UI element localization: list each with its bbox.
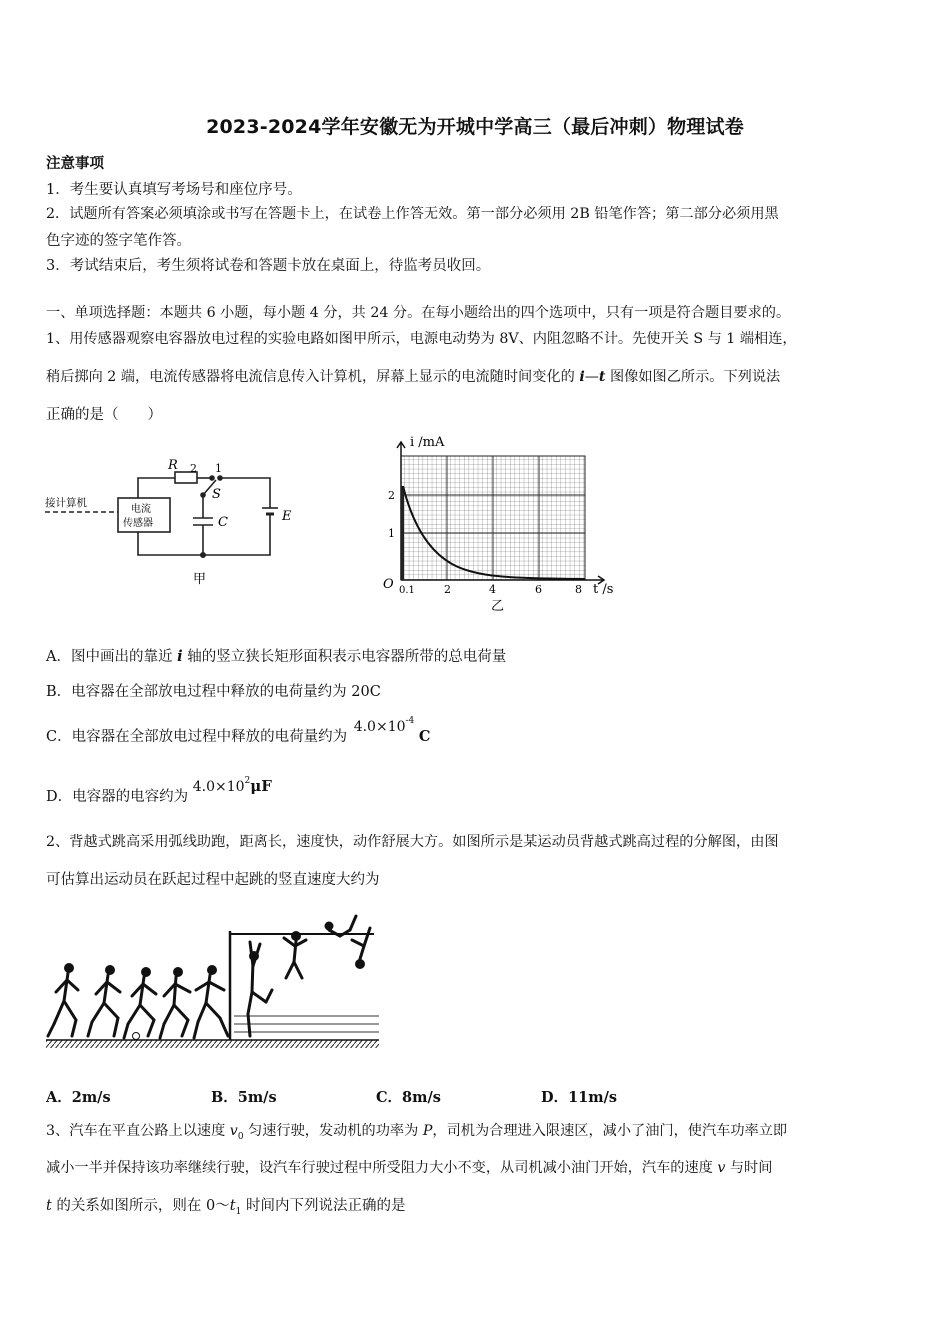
q2-option-d: D．11m/s [541, 1089, 618, 1106]
q1-option-c: C．电容器在全部放电过程中释放的电荷量约为 $4.0\times 10^{-4}$ C [46, 716, 431, 745]
circuit-diagram [40, 450, 310, 600]
x-tick-2: 2 [444, 583, 451, 596]
q1-line-3: 正确的是（ ） [46, 407, 162, 423]
current-time-graph [372, 432, 632, 622]
notice-item-3: 3．考试结束后，考生须将试卷和答题卡放在桌面上，待监考员收回。 [46, 258, 491, 274]
circuit-caption: 甲 [193, 572, 207, 587]
graph-caption: 乙 [491, 599, 505, 614]
terminal-2-label: 2 [190, 462, 197, 475]
notice-item-2-line-1: 2．试题所有答案必须填涂或书写在答题卡上，在试卷上作答无效。第一部分必须用 2B 铅笔作答；第二部分必须用黑 [46, 206, 779, 222]
y-tick-2: 2 [388, 489, 395, 502]
computer-label: 接计算机 [45, 497, 87, 509]
sensor-label-1: 电流 [131, 504, 151, 515]
high-jump-illustration [44, 906, 384, 1054]
section-heading: 一、单项选择题：本题共 6 小题，每小题 4 分，共 24 分。在每小题给出的四个选项中，只有一项是符合题目要求的。 [46, 305, 791, 321]
q2-line-2: 可估算出运动员在跃起过程中起跳的竖直速度大约为 [46, 872, 380, 888]
q1-line-1: 1、用传感器观察电容器放电过程的实验电路如图甲所示，电源电动势为 8V、内阻忽略不计。先使开关 S 与 1 端相连， [46, 331, 797, 347]
exam-title: 2023-2024学年安徽无为开城中学高三（最后冲刺）物理试卷 [206, 116, 744, 138]
x-tick-0-1: 0.1 [399, 585, 415, 596]
x-tick-6: 6 [535, 583, 542, 596]
x-tick-8: 8 [575, 583, 582, 596]
q1-line-2: 稍后掷向 2 端，电流传感器将电流信息传入计算机，屏幕上显示的电流随时间变化的 i—t 图像如图乙所示。下列说法 [46, 369, 781, 385]
notice-item-2-line-2: 色字迹的签字笔作答。 [46, 233, 191, 249]
x-axis-label: t /s [593, 582, 614, 597]
ground [46, 1040, 379, 1048]
switch-label: S [212, 487, 221, 502]
q2-option-b: B．5m/s [211, 1089, 277, 1106]
notice-item-1: 1．考生要认真填写考场号和座位序号。 [46, 182, 302, 198]
terminal-1-label: 1 [215, 462, 222, 475]
y-axis-label: i /mA [410, 435, 445, 450]
q1-option-b: B．电容器在全部放电过程中释放的电荷量约为 20C [46, 684, 381, 700]
q1-option-d: D．电容器的电容约为 $4.0\times 10^2\mu F$ [46, 776, 272, 805]
source-label: E [282, 509, 292, 524]
q3-line-3: t 的关系如图所示，则在 $0\sim t_1$ 时间内下列说法正确的是 [46, 1198, 406, 1217]
q2-option-a: A．2m/s [46, 1089, 111, 1106]
narrow-rectangle [401, 486, 404, 580]
sensor-label-2: 传感器 [123, 518, 153, 529]
terminal-2 [210, 476, 214, 480]
x-tick-4: 4 [489, 583, 496, 596]
resistor-label: R [168, 458, 178, 473]
q3-line-2: 减小一半并保持该功率继续行驶，设汽车行驶过程中所受阻力大小不变，从司机减小油门开始，汽车的速度 v 与时间 [46, 1160, 773, 1176]
q2-option-c: C．8m/s [376, 1089, 441, 1106]
capacitor-label: C [218, 515, 228, 530]
q3-line-1: 3、汽车在平直公路上以速度 $v_0$ 匀速行驶，发动机的功率为 P，司机为合理进入限速区，减小了油门，使汽车功率立即 [46, 1123, 788, 1142]
y-tick-1: 1 [388, 527, 395, 540]
origin-label: O [383, 577, 394, 592]
q1-option-a: A．图中画出的靠近 i 轴的竖立狭长矩形面积表示电容器所带的总电荷量 [46, 648, 507, 665]
q2-line-1: 2、背越式跳高采用弧线助跑，距离长，速度快，动作舒展大方。如图所示是某运动员背越式跳高过程的分解图，由图 [46, 834, 779, 850]
notice-heading: 注意事项 [46, 155, 104, 172]
